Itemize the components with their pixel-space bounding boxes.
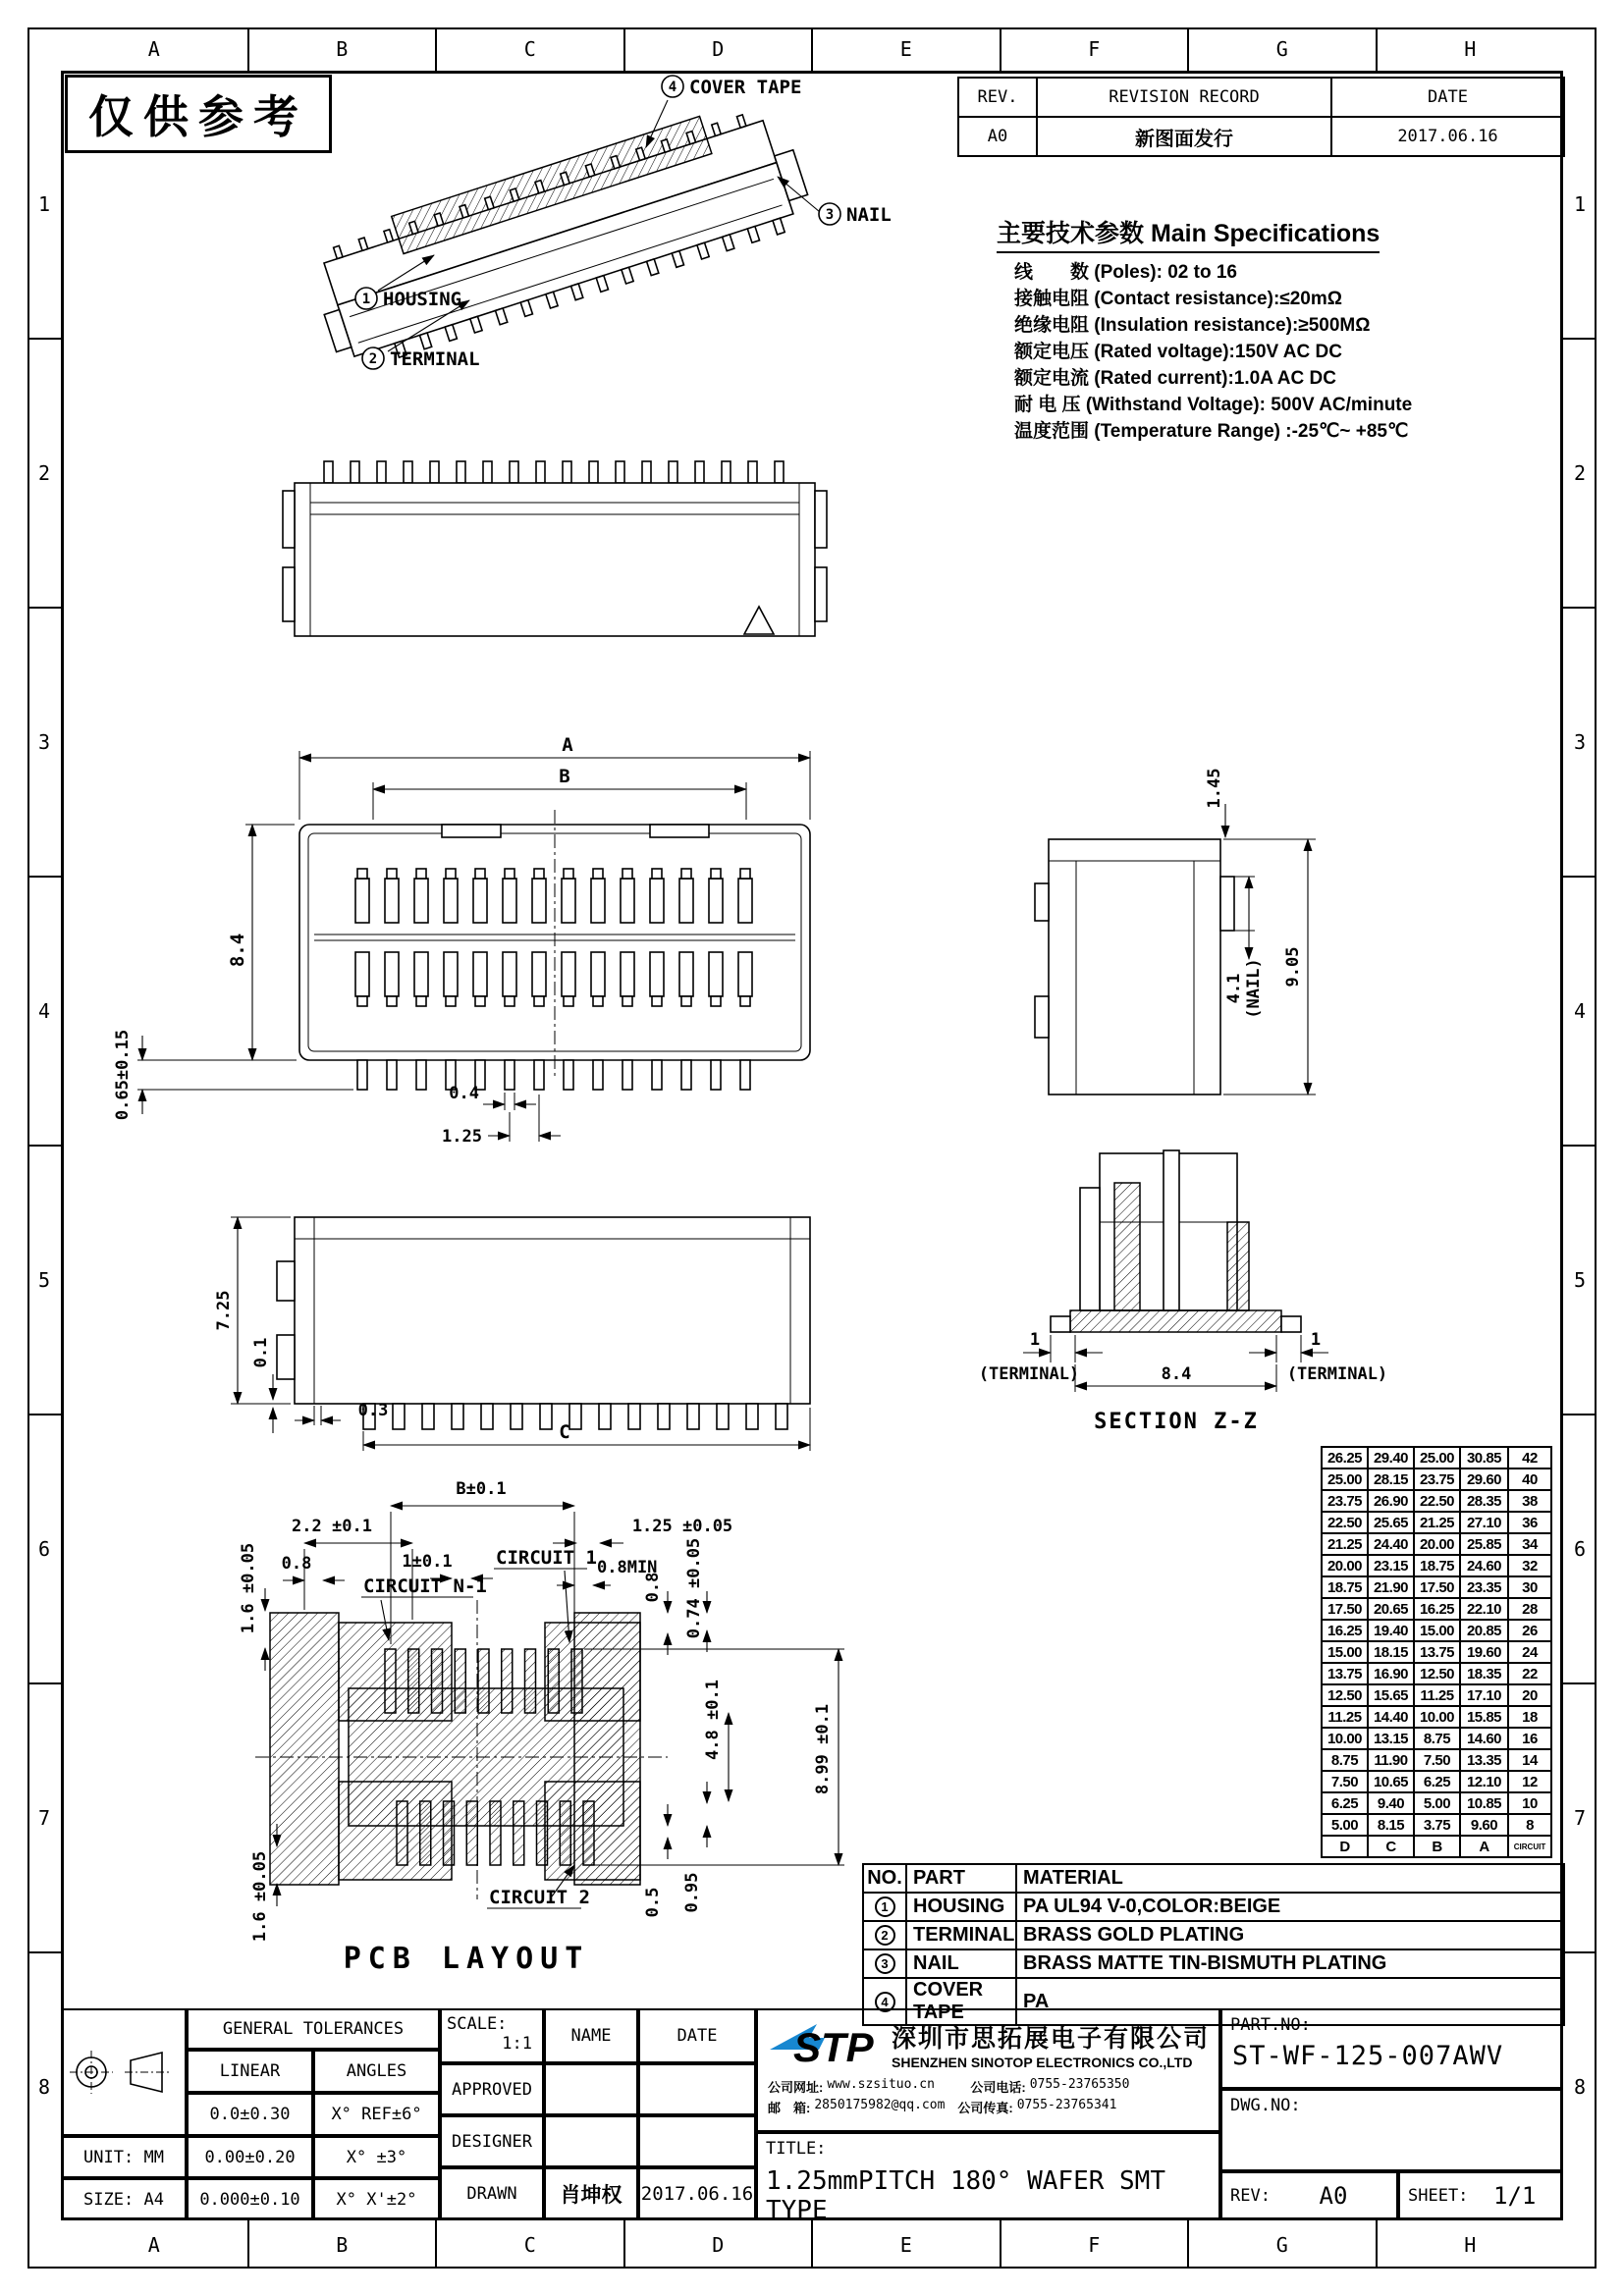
mail-label: 邮 箱: — [768, 2101, 811, 2115]
grid-row-label: 7 — [1563, 1684, 1597, 1953]
revision-header-rev: REV. — [958, 78, 1037, 117]
dwgno-cell — [1220, 2089, 1563, 2171]
grid-col-label: D — [625, 27, 814, 71]
dim-905-label: 9.05 — [1283, 946, 1303, 988]
grid-row-label: 8 — [37, 2075, 51, 2099]
grid-row-label: 2 — [27, 340, 61, 609]
dim-125-label: 1.25 — [442, 1127, 482, 1147]
grid-row-label: 8 — [1573, 2075, 1587, 2099]
grid-col-label: H — [1464, 2232, 1477, 2257]
dwgno-label: DWG.NO: — [1230, 2096, 1301, 2115]
circuit-table-row: 26.25 29.40 25.00 30.85 42 — [1322, 1447, 1551, 1468]
spec-item: 额定电流 (Rated current):1.0A AC DC — [1014, 368, 1336, 389]
section-title: SECTION Z-Z — [1094, 1410, 1259, 1434]
mail-value: 2850175982@qq.com — [814, 2098, 946, 2112]
grid-col-label: F — [1001, 2220, 1190, 2269]
scale-label: SCALE: — [447, 2014, 508, 2034]
circuit-table-row: 20.00 23.15 18.75 24.60 32 — [1322, 1555, 1551, 1576]
pcb-dim-095: 0.95 — [682, 1872, 702, 1913]
part-number-circle: 4 — [875, 1992, 895, 2012]
revision-header-date: DATE — [1331, 78, 1564, 117]
dim-145-label: 1.45 — [1205, 768, 1224, 809]
circuit-table-row: 5.00 8.15 3.75 9.60 8 — [1322, 1814, 1551, 1836]
grid-col-label: A — [61, 2220, 249, 2269]
angles-tol-3: X° X'±2° — [313, 2178, 440, 2220]
dim-84-label: 8.4 — [227, 933, 248, 968]
pcb-dim-125: 1.25 ±0.05 — [631, 1517, 733, 1536]
grid-col-label: E — [813, 27, 1001, 71]
angles-tol-1: X° REF±6° — [313, 2093, 440, 2136]
spec-item: 耐 电 压 (Withstand Voltage): 500V AC/minute — [1014, 395, 1413, 415]
pcb-dim-899: 8.99 ±0.1 — [813, 1703, 833, 1795]
grid-col-label: H — [1464, 37, 1477, 61]
grid-row-label: 5 — [27, 1147, 61, 1415]
fax-label: 公司传真: — [957, 2101, 1013, 2115]
iso-view — [226, 67, 933, 454]
pcb-dim-074: 0.74 ±0.05 — [684, 1537, 704, 1639]
designer-name-cell — [544, 2115, 638, 2167]
drawing-title: 1.25mmPITCH 180° WAFER SMT TYPE — [766, 2166, 1165, 2220]
tel-value: 0755-23765350 — [1029, 2077, 1130, 2092]
rev-value: A0 — [1319, 2182, 1348, 2210]
approved-cell: APPROVED — [440, 2063, 544, 2115]
title-cell — [756, 2132, 1220, 2220]
circuit-table-row: 7.50 10.65 6.25 12.10 12 — [1322, 1771, 1551, 1792]
pcb-layout — [128, 1463, 893, 1993]
scale-value: 1:1 — [502, 2034, 532, 2054]
grid-band-right — [1563, 71, 1597, 2220]
unit-cell: UNIT: MM — [61, 2136, 187, 2178]
grid-col-label: F — [1001, 27, 1190, 71]
plan-view — [49, 712, 933, 1193]
terminal-number: 2 — [368, 351, 378, 367]
grid-row-label: 3 — [1563, 609, 1597, 878]
grid-band-top — [61, 27, 1563, 71]
grid-row-label: 2 — [1563, 340, 1597, 609]
cover-tape-number: 4 — [668, 80, 677, 95]
part-number-circle: 1 — [875, 1896, 895, 1917]
pcb-title: PCB LAYOUT — [343, 1942, 590, 1976]
grid-col-label: B — [249, 2220, 438, 2269]
linear-tol-1: 0.0±0.30 — [187, 2093, 313, 2136]
grid-col-label: G — [1189, 2220, 1378, 2269]
specs-block — [997, 214, 1546, 445]
circuit-table-footer: D C B A CIRCUIT — [1322, 1836, 1551, 1857]
angles-header: ANGLES — [313, 2050, 440, 2093]
title-label: TITLE: — [766, 2139, 827, 2159]
scale-cell — [440, 2008, 544, 2063]
company-name-cn: 深圳市思拓展电子有限公司 — [892, 2025, 1211, 2053]
revision-record: 新图面发行 — [1037, 117, 1331, 156]
stp-logo-text: STP — [793, 2024, 874, 2070]
specs-list — [997, 259, 1546, 445]
sheet-cell — [1398, 2171, 1563, 2220]
spec-item: 温度范围 (Temperature Range) :-25℃~ +85℃ — [1014, 421, 1409, 442]
company-cell — [756, 2008, 1220, 2132]
name-header: NAME — [544, 2008, 638, 2063]
dim-01-label: 0.1 — [251, 1337, 271, 1368]
sheet-label: SHEET: — [1408, 2186, 1469, 2206]
revision-table — [957, 77, 1565, 157]
company-name-en: SHENZHEN SINOTOP ELECTRONICS CO.,LTD — [892, 2055, 1193, 2070]
pcb-dim-08b: 0.8 — [643, 1572, 663, 1603]
linear-tol-2: 0.00±0.20 — [187, 2136, 313, 2178]
pcb-dim-16a: 1.6 ±0.05 — [239, 1542, 258, 1634]
partno-label: PART.NO: — [1230, 2015, 1311, 2035]
approved-date-cell — [638, 2063, 756, 2115]
grid-col-label: E — [813, 2220, 1001, 2269]
dim-03-label: 0.3 — [357, 1401, 389, 1420]
grid-row-label: 1 — [27, 71, 61, 340]
circuit-table-row: 22.50 25.65 21.25 27.10 36 — [1322, 1512, 1551, 1533]
drawn-cell: DRAWN — [440, 2167, 544, 2220]
grid-col-label: C — [437, 2220, 625, 2269]
parts-table-row: 2 TERMINAL BRASS GOLD PLATING — [863, 1921, 1564, 1949]
grid-row-label: 5 — [1563, 1147, 1597, 1415]
rev-label: REV: — [1230, 2186, 1271, 2206]
partno-cell — [1220, 2008, 1563, 2089]
dim-41-label: 4.1 — [1224, 973, 1244, 1004]
parts-table-row: 1 HOUSING PA UL94 V-0,COLOR:BEIGE — [863, 1893, 1564, 1921]
side-view — [992, 702, 1345, 1134]
linear-header: LINEAR — [187, 2050, 313, 2093]
site-value: www.szsituo.cn — [827, 2077, 935, 2092]
section-dim-right-1: 1 — [1310, 1330, 1322, 1350]
dim-b-label: B — [559, 766, 570, 787]
grid-row-label: 4 — [1563, 878, 1597, 1147]
circuit-table-row: 18.75 21.90 17.50 23.35 30 — [1322, 1576, 1551, 1598]
pcb-circuit1-label: CIRCUIT 1 — [496, 1547, 597, 1569]
fax-value: 0755-23765341 — [1016, 2098, 1117, 2112]
projection-symbol-cell — [61, 2008, 187, 2136]
pcb-dim-05: 0.5 — [643, 1887, 663, 1918]
terminal-label: TERMINAL — [390, 348, 480, 370]
sheet-value: 1/1 — [1493, 2182, 1537, 2210]
circuit-table-row: 6.25 9.40 5.00 10.85 10 — [1322, 1792, 1551, 1814]
grid-col-label: C — [437, 27, 625, 71]
dim-725-label: 7.25 — [214, 1290, 234, 1331]
section-left-terminal-note: (TERMINAL) — [978, 1364, 1080, 1384]
dim-04-label: 0.4 — [449, 1084, 479, 1103]
circuit-table-row: 12.50 15.65 11.25 17.10 20 — [1322, 1684, 1551, 1706]
projection-symbol — [70, 2043, 178, 2102]
pcb-dim-48: 4.8 ±0.1 — [703, 1680, 723, 1760]
spec-item: 绝缘电阻 (Insulation resistance):≥500MΩ — [1014, 315, 1371, 336]
revision-date: 2017.06.16 — [1331, 117, 1564, 156]
circuit-table-row: 11.25 14.40 10.00 15.85 18 — [1322, 1706, 1551, 1728]
designer-date-cell — [638, 2115, 756, 2167]
drawn-name-cell: 肖坤权 — [544, 2167, 638, 2220]
circuit-table-row: 13.75 16.90 12.50 18.35 22 — [1322, 1663, 1551, 1684]
grid-band-bottom — [61, 2220, 1563, 2269]
site-label: 公司网址: — [768, 2080, 824, 2095]
section-right-terminal-note: (TERMINAL) — [1286, 1364, 1388, 1384]
stp-logo-icon — [766, 2016, 884, 2073]
dim-a-label: A — [562, 734, 573, 756]
watermark-text: 仅供参考 — [88, 90, 308, 143]
dim-41-nail-note: (NAIL) — [1244, 958, 1264, 1019]
drawn-date-cell: 2017.06.16 — [638, 2167, 756, 2220]
bottom-view — [49, 1178, 933, 1472]
housing-number: 1 — [361, 292, 371, 307]
nail-number: 3 — [825, 207, 835, 223]
grid-row-label: 6 — [1563, 1415, 1597, 1684]
grid-col-label: A — [61, 27, 249, 71]
part-number-circle: 2 — [875, 1925, 895, 1946]
circuit-table-row: 10.00 13.15 8.75 14.60 16 — [1322, 1728, 1551, 1749]
size-cell: SIZE: A4 — [61, 2178, 187, 2220]
housing-label: HOUSING — [383, 289, 462, 310]
general-tolerances-header: GENERAL TOLERANCES — [187, 2008, 440, 2050]
section-dim-84: 8.4 — [1161, 1364, 1192, 1384]
circuit-table-row: 25.00 28.15 23.75 29.60 40 — [1322, 1468, 1551, 1490]
pcb-circuit2-label: CIRCUIT 2 — [489, 1887, 590, 1908]
spec-item: 接触电阻 (Contact resistance):≤20mΩ — [1014, 289, 1342, 309]
designer-cell: DESIGNER — [440, 2115, 544, 2167]
circuit-table-row: 21.25 24.40 20.00 25.85 34 — [1322, 1533, 1551, 1555]
grid-row-label: 1 — [1563, 71, 1597, 340]
grid-col-label: D — [625, 2220, 814, 2269]
dim-065-label: 0.65±0.15 — [113, 1029, 133, 1121]
grid-row-label: 4 — [27, 878, 61, 1147]
nail-label: NAIL — [846, 204, 892, 226]
front-view — [226, 442, 933, 692]
grid-row-label: 7 — [27, 1684, 61, 1953]
section-view — [952, 1129, 1443, 1463]
circuit-table-row: 23.75 26.90 22.50 28.35 38 — [1322, 1490, 1551, 1512]
angles-tol-2: X° ±3° — [313, 2136, 440, 2178]
section-dim-left-1: 1 — [1029, 1330, 1041, 1350]
circuit-table-row: 15.00 18.15 13.75 19.60 24 — [1322, 1641, 1551, 1663]
grid-row-label: 3 — [27, 609, 61, 878]
circuit-table-row: 8.75 11.90 7.50 13.35 14 — [1322, 1749, 1551, 1771]
date-header: DATE — [638, 2008, 756, 2063]
grid-row-label: 6 — [27, 1415, 61, 1684]
pcb-dim-b: B±0.1 — [456, 1479, 507, 1499]
revision-header-record: REVISION RECORD — [1037, 78, 1331, 117]
circuit-dimension-table — [1321, 1446, 1552, 1858]
parts-table-row: 4 COVER TAPE PA — [863, 1978, 1564, 2025]
grid-col-label: B — [249, 27, 438, 71]
dim-c-label: C — [559, 1421, 570, 1443]
part-number-circle: 3 — [875, 1953, 895, 1974]
tel-label: 公司电话: — [970, 2080, 1026, 2095]
revision-rev: A0 — [958, 117, 1037, 156]
approved-name-cell — [544, 2063, 638, 2115]
pcb-dim-08a: 0.8 — [281, 1554, 312, 1574]
grid-col-label: G — [1189, 27, 1378, 71]
parts-table-row: 3 NAIL BRASS MATTE TIN-BISMUTH PLATING — [863, 1949, 1564, 1978]
circuit-table-row: 16.25 19.40 15.00 20.85 26 — [1322, 1620, 1551, 1641]
pcb-dim-08min: 0.8MIN — [597, 1558, 658, 1577]
spec-item: 额定电压 (Rated voltage):150V AC DC — [1014, 342, 1342, 362]
pcb-dim-1: 1±0.1 — [402, 1552, 453, 1572]
specs-title: 主要技术参数 Main Specifications — [997, 214, 1380, 253]
linear-tol-3: 0.000±0.10 — [187, 2178, 313, 2220]
parts-table-header: NO. PART MATERIAL — [863, 1864, 1564, 1893]
pcb-circuitn-label: CIRCUIT N-1 — [363, 1575, 487, 1597]
parts-table — [862, 1863, 1565, 2026]
pcb-dim-22: 2.2 ±0.1 — [292, 1517, 372, 1536]
rev-cell — [1220, 2171, 1398, 2220]
cover-tape-label: COVER TAPE — [689, 77, 802, 98]
pcb-dim-16b: 1.6 ±0.05 — [250, 1850, 270, 1943]
circuit-table-row: 17.50 20.65 16.25 22.10 28 — [1322, 1598, 1551, 1620]
partno-value: ST-WF-125-007AWV — [1232, 2041, 1504, 2071]
spec-item: 线 数 (Poles): 02 to 16 — [1014, 262, 1237, 283]
